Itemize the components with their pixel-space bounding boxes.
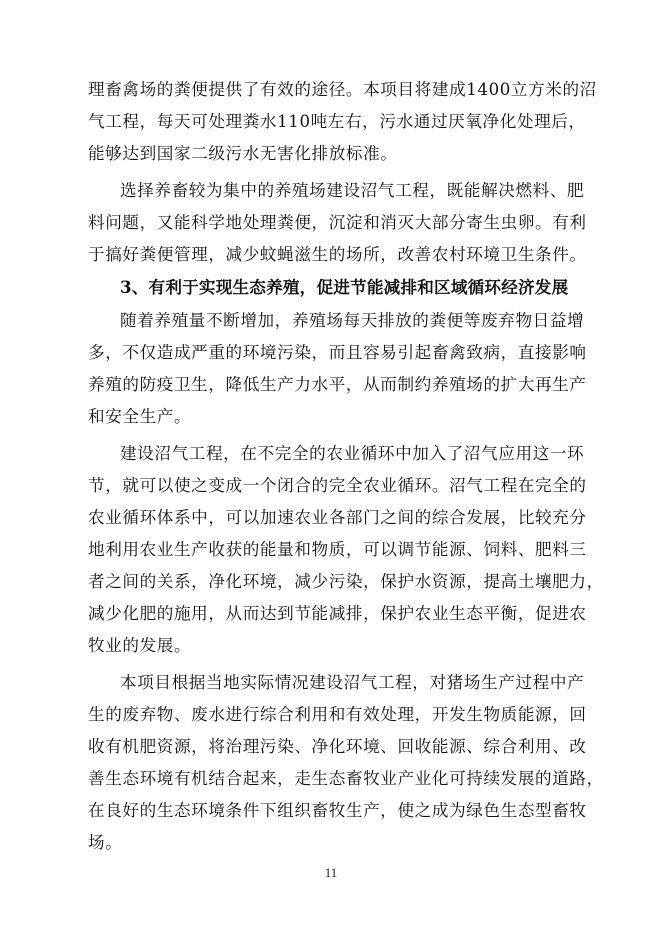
text-line: 牧业的发展。 — [88, 636, 192, 655]
text-line: 于搞好粪便管理，减少蚊蝇滋生的场所，改善农村环境卫生条件。 — [88, 245, 587, 264]
text-line: 理畜禽场的粪便提供了有效的途径。本项目将建成1400立方米的沼 — [88, 80, 597, 99]
section-heading: 3、有利于实现生态养殖，促进节能减排和区域循环经济发展 — [120, 277, 569, 297]
text-line: 能够达到国家二级污水无害化排放标准。 — [88, 144, 398, 163]
paragraph-first-line: 建设沼气工程，在不完全的农业循环中加入了沼气应用这一环 — [120, 444, 585, 463]
paragraph-first-line: 选择养畜较为集中的养殖场建设沼气工程，既能解决燃料、肥 — [120, 181, 585, 200]
text-line: 场。 — [88, 833, 123, 852]
text-line: 农业循环体系中，可以加速农业各部门之间的综合发展，比较充分 — [88, 508, 587, 527]
text-line: 地利用农业生产收获的能量和物质，可以调节能源、饲料、肥料三 — [88, 540, 587, 559]
page-number: 11 — [324, 865, 338, 880]
text-line: 在良好的生态环境条件下组织畜牧生产，使之成为绿色生态型畜牧 — [88, 801, 587, 820]
text-line: 多，不仅造成严重的环境污染，而且容易引起畜禽致病，直接影响 — [88, 343, 587, 362]
text-line: 生的废弃物、废水进行综合利用和有效处理，开发生物质能源，回 — [88, 705, 587, 724]
paragraph-first-line: 随着养殖量不断增加，养殖场每天排放的粪便等废弃物日益增 — [120, 311, 585, 330]
text-line: 者之间的关系，净化环境，减少污染，保护水资源，提高土壤肥力， — [88, 572, 604, 591]
text-line: 气工程，每天可处理粪水110吨左右，污水通过厌氧净化处理后， — [88, 112, 586, 131]
text-line: 节，就可以使之变成一个闭合的完全农业循环。沼气工程在完全的 — [88, 476, 587, 495]
text-line: 养殖的防疫卫生，降低生产力水平，从而制约养殖场的扩大再生产 — [88, 375, 587, 394]
text-line: 减少化肥的施用，从而达到节能减排，保护农业生态平衡，促进农 — [88, 604, 587, 623]
text-line: 和安全生产。 — [88, 407, 192, 426]
text-line: 料问题，又能科学地处理粪便，沉淀和消灭大部分寄生虫卵。有利 — [88, 213, 587, 232]
text-line: 收有机肥资源，将治理污染、净化环境、回收能源、综合利用、改 — [88, 737, 587, 756]
text-line: 善生态环境有机结合起来，走生态畜牧业产业化可持续发展的道路， — [88, 769, 604, 788]
paragraph-first-line: 本项目根据当地实际情况建设沼气工程，对猪场生产过程中产 — [120, 673, 585, 692]
